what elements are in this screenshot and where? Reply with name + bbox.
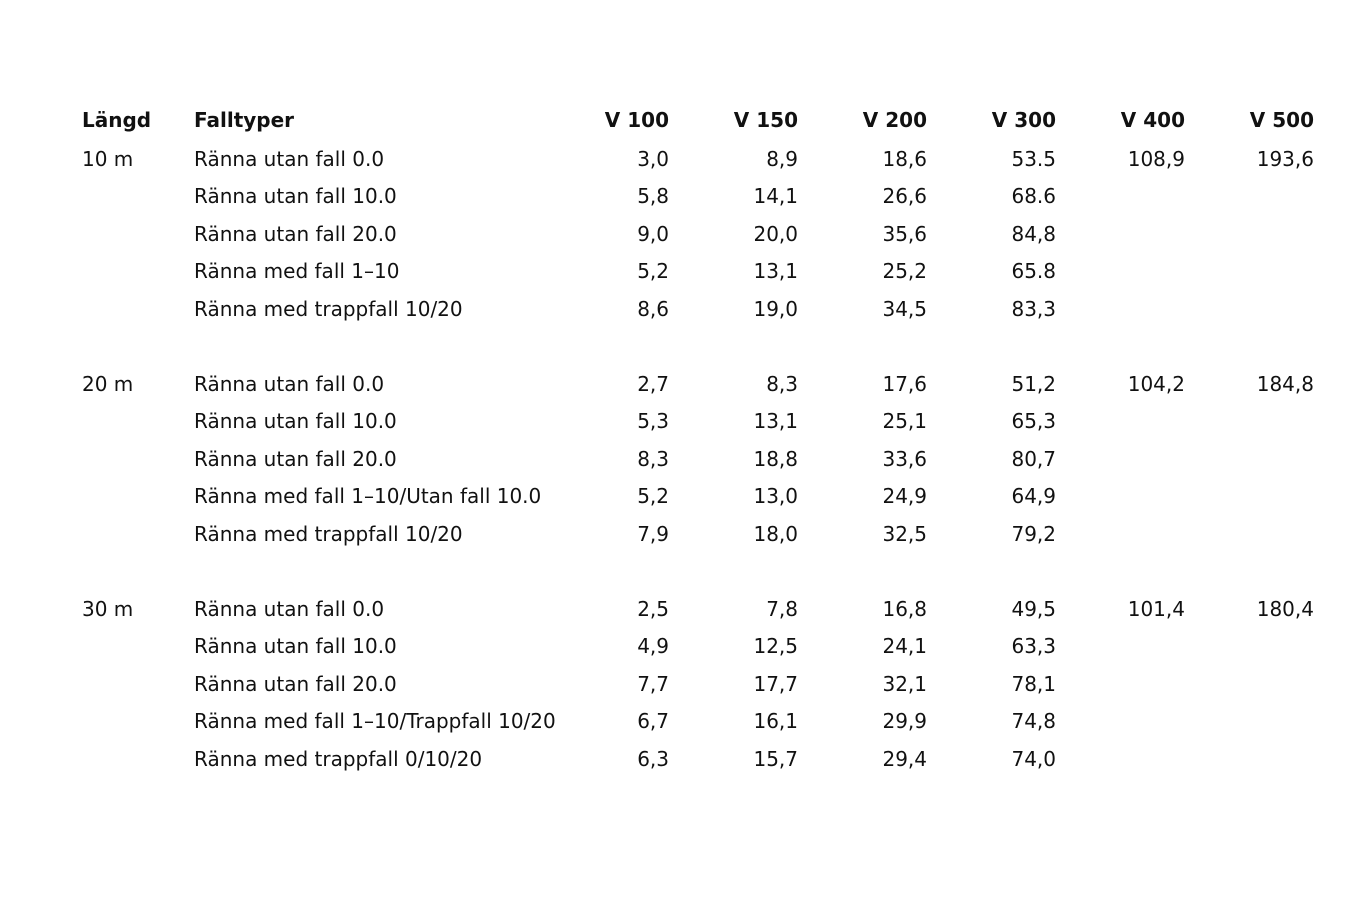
value-v150: 16,1: [753, 709, 798, 734]
value-v200: 29,9: [882, 709, 927, 734]
fall-type: Ränna utan fall 10.0: [194, 184, 397, 209]
fall-type: Ränna utan fall 0.0: [194, 596, 385, 621]
value-v500: 184,8: [1256, 371, 1314, 396]
value-v150: 7,8: [766, 596, 798, 621]
value-v200: 33,6: [882, 446, 927, 471]
value-v100: 7,9: [637, 521, 669, 546]
value-v400: 101,4: [1127, 596, 1185, 621]
table-row: [82, 365, 1314, 403]
group-length: 10 m: [82, 146, 134, 171]
value-v500: 193,6: [1256, 146, 1314, 171]
fall-type: Ränna utan fall 0.0: [194, 146, 385, 171]
value-v150: 8,3: [766, 371, 798, 396]
header-v500: V 500: [1249, 108, 1314, 132]
header-row: [82, 100, 1314, 140]
fall-type: Ränna med fall 1–10/Trappfall 10/20: [194, 709, 556, 734]
value-v200: 32,1: [882, 671, 927, 696]
value-v200: 16,8: [882, 596, 927, 621]
group-spacer: [82, 553, 1314, 591]
value-v100: 5,3: [637, 409, 669, 434]
table-body: [82, 140, 1314, 778]
group-spacer: [82, 328, 1314, 366]
value-v150: 18,8: [753, 446, 798, 471]
header-types: Falltyper: [194, 108, 295, 132]
header-v400: V 400: [1120, 108, 1185, 132]
value-v100: 5,2: [637, 259, 669, 284]
header-length: Längd: [82, 108, 152, 132]
group-length: 30 m: [82, 596, 134, 621]
fall-type: Ränna med trappfall 0/10/20: [194, 746, 483, 771]
value-v100: 6,7: [637, 709, 669, 734]
header-v200: V 200: [862, 108, 927, 132]
table-row: [82, 178, 1314, 216]
value-v100: 2,5: [637, 596, 669, 621]
fall-type: Ränna med trappfall 10/20: [194, 521, 463, 546]
value-v300: 83,3: [1011, 296, 1056, 321]
value-v300: 49,5: [1011, 596, 1056, 621]
fall-type: Ränna utan fall 0.0: [194, 371, 385, 396]
value-v200: 24,9: [882, 484, 927, 509]
value-v300: 74,8: [1011, 709, 1056, 734]
header-v100: V 100: [604, 108, 669, 132]
value-v100: 5,2: [637, 484, 669, 509]
table-row: [82, 290, 1314, 328]
value-v300: 64,9: [1011, 484, 1056, 509]
value-v100: 9,0: [637, 221, 669, 246]
value-v200: 24,1: [882, 634, 927, 659]
fall-type: Ränna med fall 1–10: [194, 259, 400, 284]
value-v300: 78,1: [1011, 671, 1056, 696]
header-v150: V 150: [733, 108, 798, 132]
capacity-table: [82, 100, 1314, 778]
table-row: [82, 140, 1314, 178]
value-v300: 51,2: [1011, 371, 1056, 396]
value-v150: 20,0: [753, 221, 798, 246]
value-v150: 13,0: [753, 484, 798, 509]
value-v150: 13,1: [753, 409, 798, 434]
table-row: [82, 215, 1314, 253]
value-v300: 80,7: [1011, 446, 1056, 471]
value-v400: 104,2: [1127, 371, 1185, 396]
value-v300: 68.6: [1011, 184, 1056, 209]
table-row: [82, 590, 1314, 628]
value-v150: 17,7: [753, 671, 798, 696]
value-v300: 74,0: [1011, 746, 1056, 771]
value-v300: 65.8: [1011, 259, 1056, 284]
table-row: [82, 628, 1314, 666]
value-v100: 6,3: [637, 746, 669, 771]
table-row: [82, 515, 1314, 553]
fall-type: Ränna utan fall 20.0: [194, 671, 397, 696]
value-v150: 18,0: [753, 521, 798, 546]
value-v300: 53.5: [1011, 146, 1056, 171]
fall-type: Ränna med fall 1–10/Utan fall 10.0: [194, 484, 542, 509]
fall-type: Ränna utan fall 20.0: [194, 221, 397, 246]
fall-type: Ränna utan fall 10.0: [194, 409, 397, 434]
value-v200: 26,6: [882, 184, 927, 209]
value-v150: 14,1: [753, 184, 798, 209]
table-row: [82, 665, 1314, 703]
group-length: 20 m: [82, 371, 134, 396]
capacity-table-sheet: [82, 100, 1322, 778]
value-v150: 13,1: [753, 259, 798, 284]
fall-type: Ränna med trappfall 10/20: [194, 296, 463, 321]
value-v300: 84,8: [1011, 221, 1056, 246]
table-row: [82, 253, 1314, 291]
value-v500: 180,4: [1256, 596, 1314, 621]
fall-type: Ränna utan fall 20.0: [194, 446, 397, 471]
value-v200: 35,6: [882, 221, 927, 246]
value-v150: 19,0: [753, 296, 798, 321]
value-v200: 17,6: [882, 371, 927, 396]
table-row: [82, 703, 1314, 741]
value-v150: 15,7: [753, 746, 798, 771]
value-v200: 29,4: [882, 746, 927, 771]
value-v150: 12,5: [753, 634, 798, 659]
value-v200: 18,6: [882, 146, 927, 171]
value-v200: 34,5: [882, 296, 927, 321]
value-v200: 25,2: [882, 259, 927, 284]
table-row: [82, 403, 1314, 441]
value-v200: 32,5: [882, 521, 927, 546]
value-v100: 8,6: [637, 296, 669, 321]
table-row: [82, 440, 1314, 478]
table-row: [82, 478, 1314, 516]
value-v100: 8,3: [637, 446, 669, 471]
value-v100: 4,9: [637, 634, 669, 659]
value-v400: 108,9: [1127, 146, 1185, 171]
value-v100: 5,8: [637, 184, 669, 209]
value-v100: 3,0: [637, 146, 669, 171]
table-row: [82, 740, 1314, 778]
header-v300: V 300: [991, 108, 1056, 132]
value-v300: 63,3: [1011, 634, 1056, 659]
value-v200: 25,1: [882, 409, 927, 434]
value-v100: 2,7: [637, 371, 669, 396]
value-v150: 8,9: [766, 146, 798, 171]
value-v300: 79,2: [1011, 521, 1056, 546]
value-v300: 65,3: [1011, 409, 1056, 434]
fall-type: Ränna utan fall 10.0: [194, 634, 397, 659]
value-v100: 7,7: [637, 671, 669, 696]
